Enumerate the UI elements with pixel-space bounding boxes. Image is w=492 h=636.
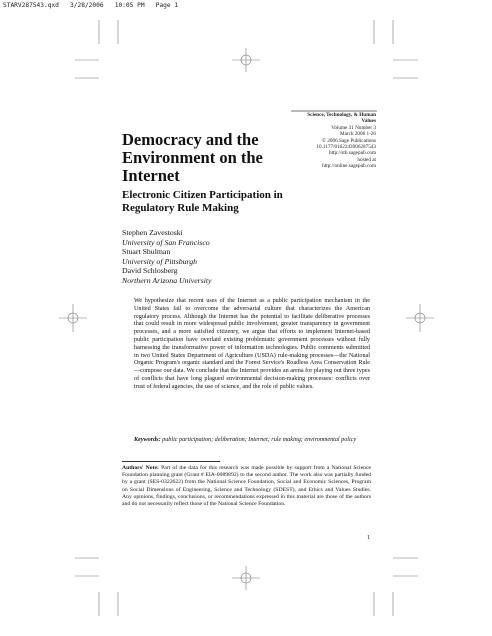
- author-list: [122, 228, 342, 286]
- journal-line: 10.1177/0162243906287543: [316, 144, 376, 151]
- footnote-rule: [122, 461, 220, 462]
- authors-note-label: Authors' Note:: [122, 465, 159, 471]
- article-title: Democracy and the Environment on the Internet: [122, 130, 263, 185]
- journal-line: Volume 31 Number 3: [331, 124, 376, 131]
- author-name: David Schlosberg: [122, 266, 178, 276]
- abstract: We hypothesize that recent uses of the Internet as a public participation mechanism in the United States fail to overcome the adversarial culture that characterizes the American regulatory process. Although the Internet has the potential to facilitate deliberative processes that could result in more widespread public involvement, greater transparency in government processes, and a more satisfied citizenry, we argue that efforts to implement Internet-based public participation have overlaid existing problematic government processes without fully harnessing the transformative power of information technologies. Public comments submitted in two United States Department of Agriculture (USDA) rule-making processes—the National Organic Program's organic standard and the Forest Service's Roadless Area Conservation Rule—compose our data. We conclude that the Internet provides an arena for playing out three types of conflicts that have long plagued environmental decision-making processes: conflicts over trust of federal agencies, the use of science, and the role of public values.: [134, 298, 370, 390]
- page-number: 1: [367, 535, 370, 541]
- author-affiliation: Northern Arizona University: [122, 275, 212, 285]
- author-affiliation: University of San Francisco: [122, 237, 210, 247]
- author-name: Stuart Shulman: [122, 247, 171, 257]
- keywords-text: public participation; deliberation; Internet; rule making; environmental policy: [162, 437, 357, 443]
- journal-line: hosted at: [357, 156, 376, 163]
- journal-line: http://sth.sagepub.com: [329, 150, 376, 157]
- author-affiliation: University of Pittsburgh: [122, 256, 198, 266]
- keywords: [134, 437, 370, 445]
- journal-name: Science, Technology, & Human Values: [307, 112, 376, 125]
- journal-line: March 2006 1-26: [339, 131, 376, 138]
- keywords-label: Keywords:: [134, 437, 161, 443]
- journal-line: © 2006 Sage Publications: [322, 137, 376, 144]
- journal-line: http://online.sagepub.com: [322, 163, 376, 170]
- author-name: Stephen Zavestoski: [122, 228, 183, 237]
- file-slug: STARV287543.qxd 3/28/2006 10:05 PM Page 1: [3, 2, 179, 9]
- authors-note: [122, 465, 371, 508]
- article-subtitle: Electronic Citizen Participation in Regulatory Rule Making: [122, 189, 283, 214]
- authors-note-text: Part of the data for this research was made possible by support from a National Science Foundation planning grant (Grant # EIA-0089892) to the second author. The work also was partially funded by a grant (SES-0322622) from the National Science Foundation, Social and Economic Sciences, Program on Social Dimensions of Engineering, Science and Technology (SDEST), and Ethics and Values Studies. Any opinions, findings, conclusions, or recommendations expressed in this material are those of the authors and do not necessarily reflect those of the National Science Foundation.: [122, 465, 372, 508]
